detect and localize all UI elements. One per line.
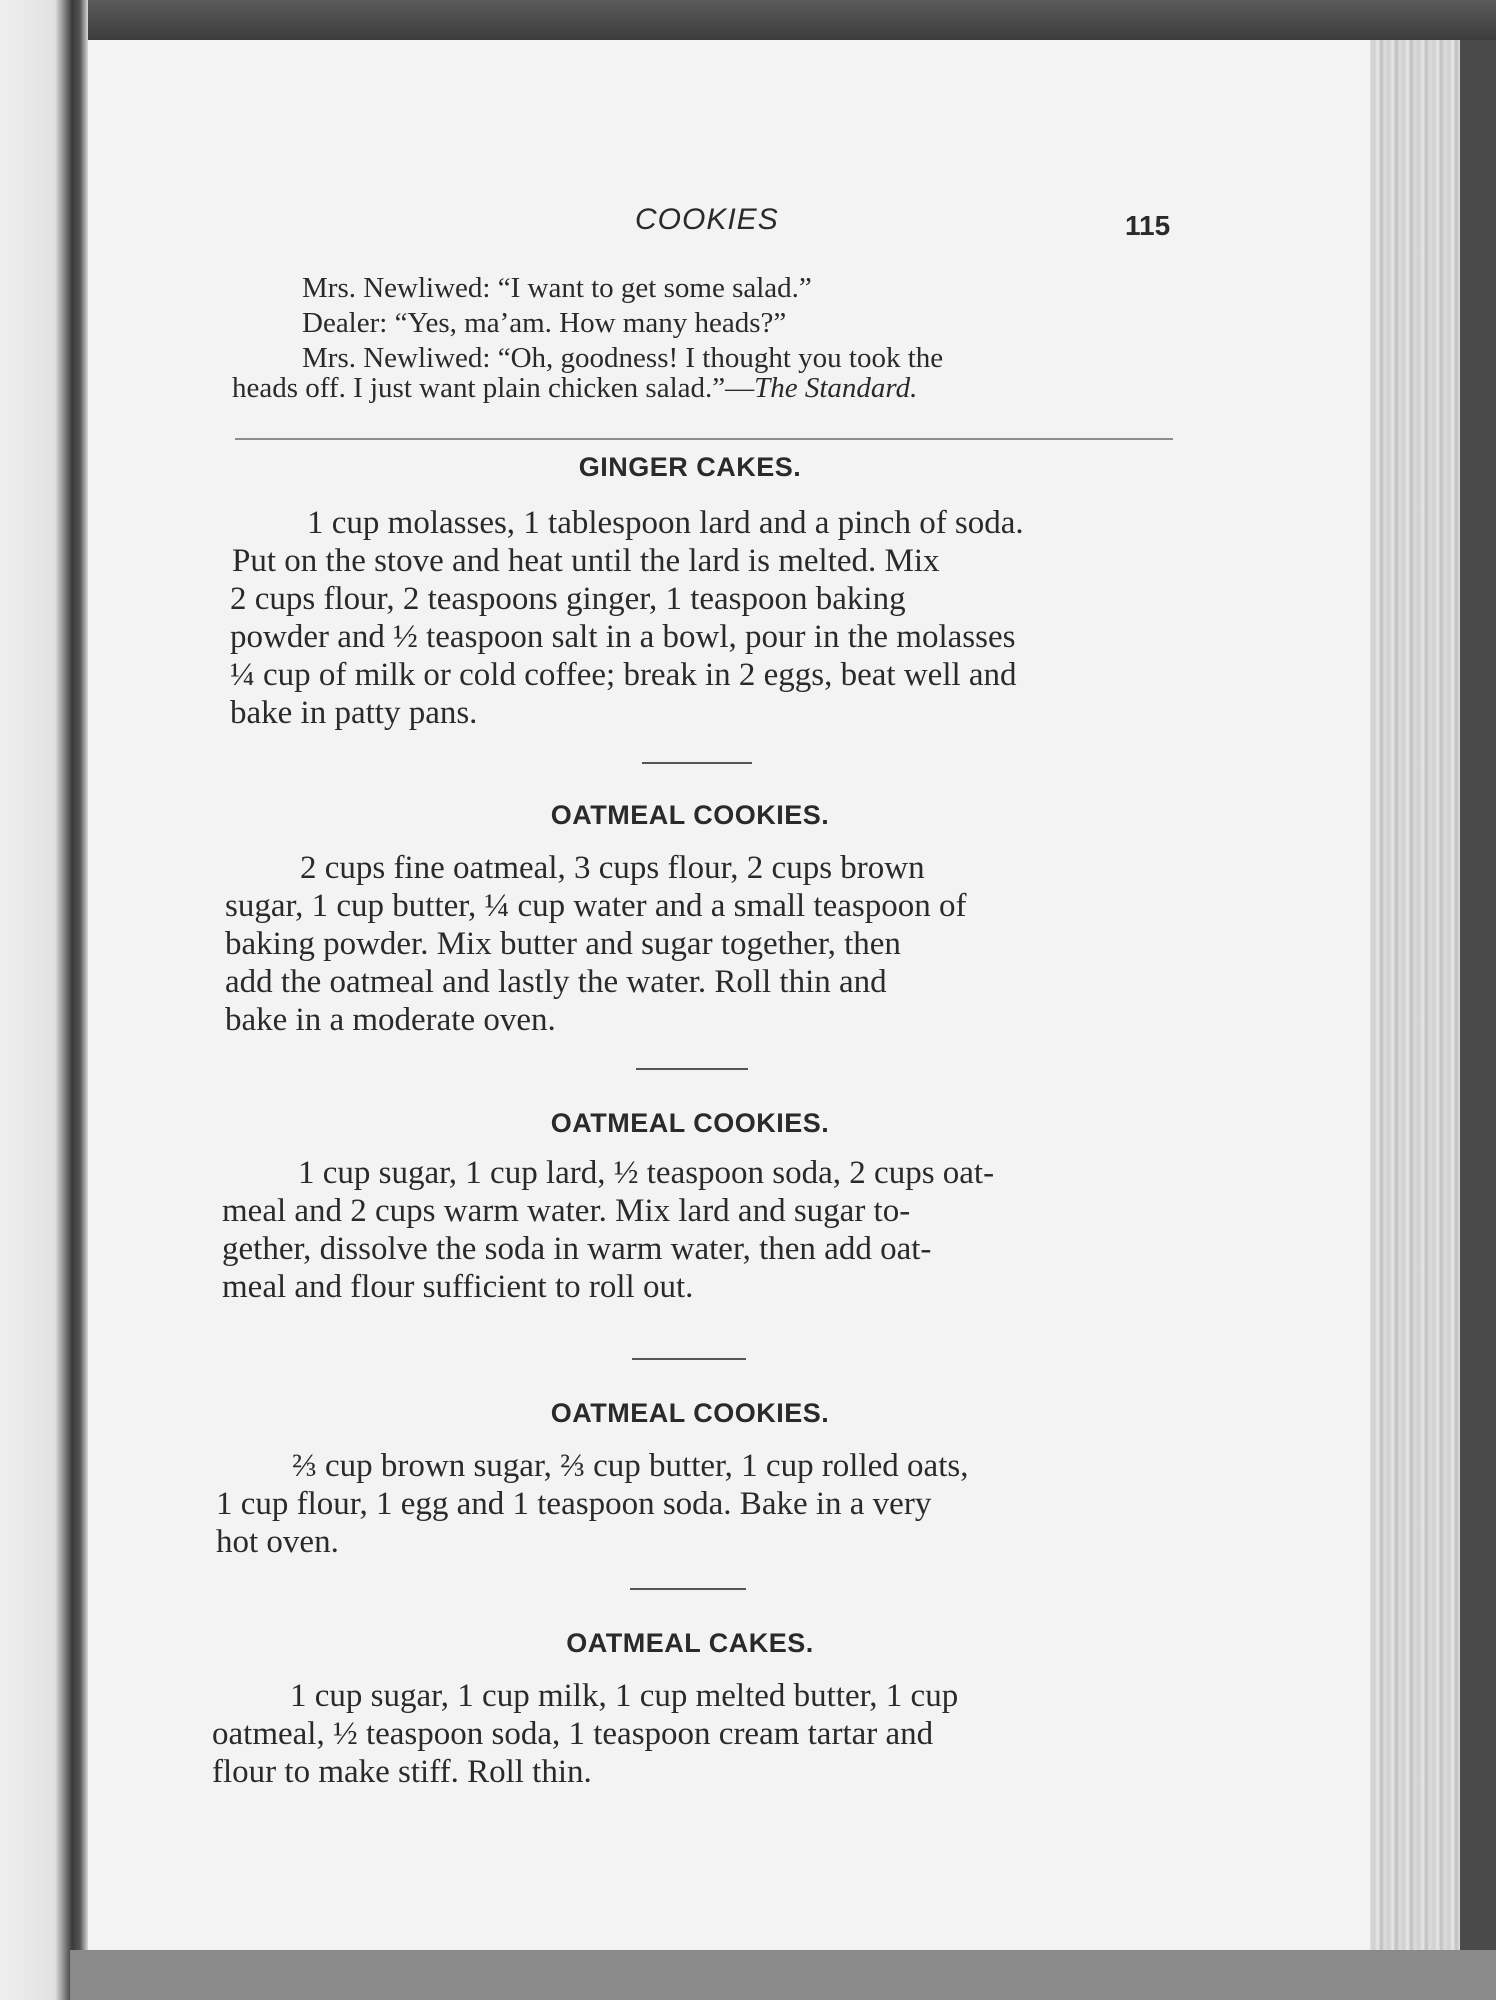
recipe-line: bake in a moderate oven. <box>225 1002 556 1038</box>
anecdote-line <box>232 372 917 405</box>
recipe-line: flour to make stiff. Roll thin. <box>212 1754 592 1790</box>
recipe-line: meal and flour sufficient to roll out. <box>222 1269 694 1305</box>
recipe-separator <box>630 1588 746 1590</box>
anecdote-source: The Standard. <box>754 372 918 404</box>
recipe-line: 1 cup flour, 1 egg and 1 teaspoon soda. Bake in a very <box>216 1486 932 1522</box>
recipe-separator <box>632 1358 746 1360</box>
section-rule <box>235 438 1173 440</box>
recipe-line: 1 cup sugar, 1 cup milk, 1 cup melted butter, 1 cup <box>290 1678 959 1714</box>
recipe-title: OATMEAL COOKIES. <box>550 1398 830 1428</box>
recipe-line: 1 cup molasses, 1 tablespoon lard and a pinch of soda. <box>307 505 1024 541</box>
recipe-line: meal and 2 cups warm water. Mix lard and sugar to- <box>222 1193 911 1229</box>
page-number: 115 <box>1125 210 1171 241</box>
recipe-line: sugar, 1 cup butter, ¼ cup water and a small teaspoon of <box>225 888 967 924</box>
anecdote-line: Mrs. Newliwed: “Oh, goodness! I thought you took the <box>302 342 944 374</box>
recipe-line: ⅔ cup brown sugar, ⅔ cup butter, 1 cup rolled oats, <box>292 1448 969 1484</box>
recipe-line: baking powder. Mix butter and sugar together, then <box>225 926 901 962</box>
recipe-line: Put on the stove and heat until the lard is melted. Mix <box>232 543 940 579</box>
recipe-line: 2 cups flour, 2 teaspoons ginger, 1 teaspoon baking <box>230 581 906 617</box>
recipe-line: gether, dissolve the soda in warm water, then add oat- <box>222 1231 932 1267</box>
recipe-line: 2 cups fine oatmeal, 3 cups flour, 2 cups brown <box>300 850 925 886</box>
recipe-line: powder and ½ teaspoon salt in a bowl, pour in the molasses <box>230 619 1016 655</box>
recipe-line: ¼ cup of milk or cold coffee; break in 2 eggs, beat well and <box>230 657 1017 693</box>
recipe-separator <box>636 1068 748 1070</box>
recipe-line: hot oven. <box>216 1524 339 1560</box>
recipe-title: OATMEAL CAKES. <box>566 1628 814 1658</box>
recipe-line: bake in patty pans. <box>230 695 478 731</box>
recipe-title: GINGER CAKES. <box>578 452 802 482</box>
recipe-line: add the oatmeal and lastly the water. Roll thin and <box>225 964 887 1000</box>
recipe-title: OATMEAL COOKIES. <box>550 1108 830 1138</box>
recipe-separator <box>642 762 752 764</box>
anecdote-text: heads off. I just want plain chicken salad.”— <box>232 372 755 404</box>
anecdote-line: Dealer: “Yes, ma’am. How many heads?” <box>302 307 787 339</box>
recipe-line: 1 cup sugar, 1 cup lard, ½ teaspoon soda, 2 cups oat- <box>298 1155 995 1191</box>
recipe-title: OATMEAL COOKIES. <box>550 800 830 830</box>
anecdote-line: Mrs. Newliwed: “I want to get some salad.” <box>302 272 812 304</box>
running-title: COOKIES <box>635 203 779 236</box>
recipe-line: oatmeal, ½ teaspoon soda, 1 teaspoon cream tartar and <box>212 1716 934 1752</box>
